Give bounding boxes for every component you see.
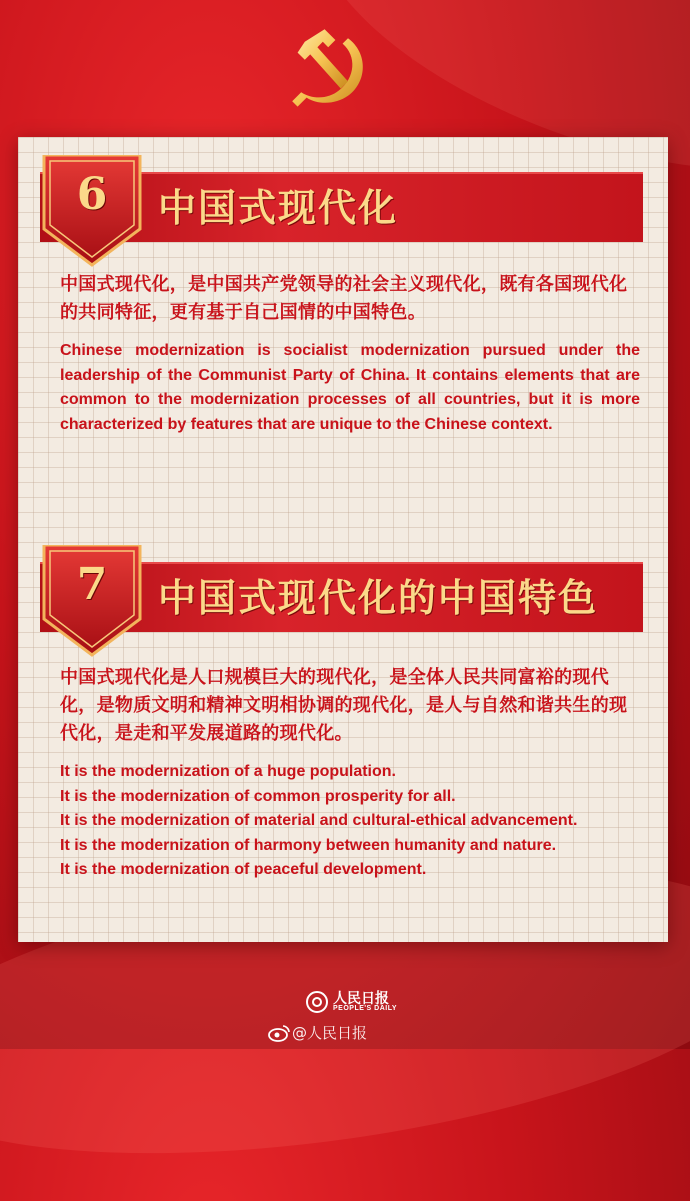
at-logo-icon	[305, 990, 329, 1014]
section-en-text: Chinese modernization is socialist modernization pursued under the leadership of the Communist Party of China. It contains elements that are common to the modernization processes of all countries, but it is more characterized by features that are unique to the Chinese context.	[60, 342, 640, 433]
weibo-watermark: @人民日报	[292, 1024, 368, 1042]
section-zh-text: 中国式现代化，是中国共产党领导的社会主义现代化，既有各国现代化的共同特征，更有基于自己国情的中国特色。	[60, 274, 628, 323]
number-badge	[38, 155, 146, 267]
logo-subtext: PEOPLE'S DAILY	[333, 1005, 398, 1012]
logo-text: 人民日报	[333, 991, 389, 1007]
list-item: It is the modernization of harmony between humanity and nature.	[60, 836, 557, 854]
section-en-list	[60, 760, 660, 883]
section-number: 6	[76, 169, 108, 220]
section-number: 7	[76, 559, 108, 610]
peoples-daily-logo	[305, 988, 425, 1018]
number-badge	[38, 545, 146, 657]
section-title: 中国式现代化	[158, 185, 399, 230]
list-item: It is the modernization of peaceful development.	[60, 861, 427, 878]
hammer-sickle-icon	[285, 22, 375, 112]
section-title: 中国式现代化的中国特色	[158, 575, 599, 620]
list-item: It is the modernization of common prosperity for all.	[60, 787, 456, 805]
list-item: It is the modernization of material and cultural-ethical advancement.	[60, 812, 578, 829]
section-zh-text: 中国式现代化是人口规模巨大的现代化，是全体人民共同富裕的现代化，是物质文明和精神文明相协调的现代化，是人与自然和谐共生的现代化，是走和平发展道路的现代化。	[60, 667, 628, 744]
weibo-icon	[268, 1024, 290, 1042]
list-item: It is the modernization of a huge population.	[60, 763, 396, 780]
content-card	[18, 137, 668, 942]
